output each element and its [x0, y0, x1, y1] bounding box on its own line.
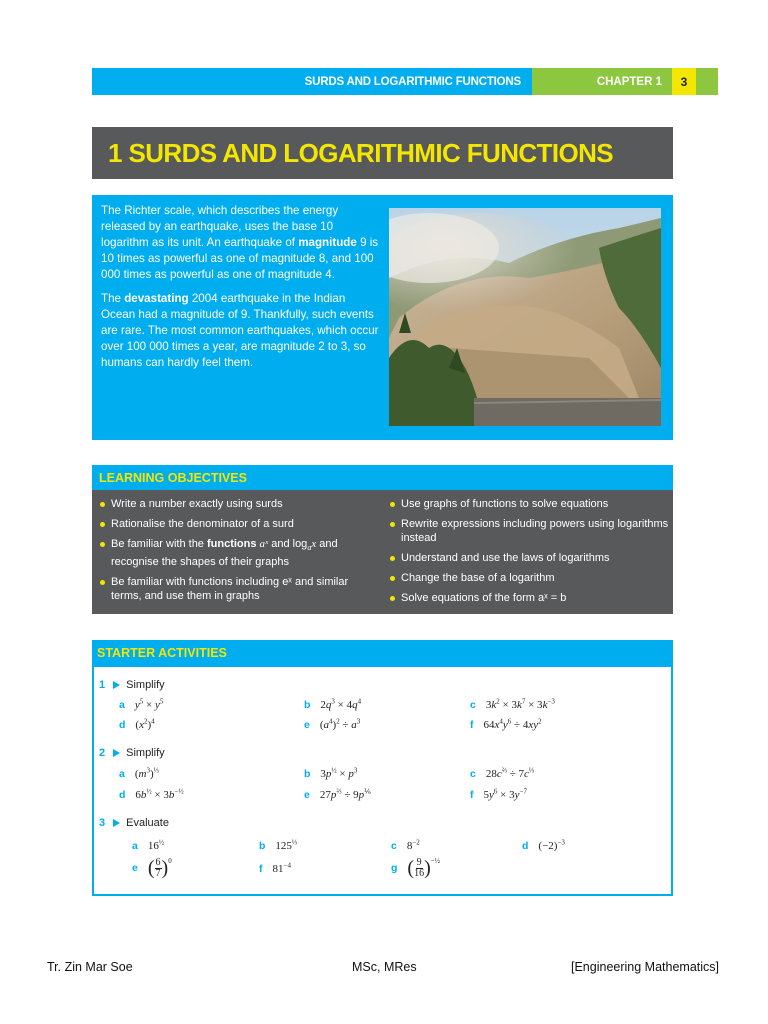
- question-2: [99, 747, 165, 759]
- exercise-2c: c $28c^{\frac{2}{3}} \div 7c^{\frac{1}{3}}$: [470, 766, 535, 780]
- exercise-1d: d $(x^2)^4$: [119, 717, 155, 731]
- intro-panel: [92, 195, 673, 440]
- exercise-3d: d $(-2)^{-3}$: [522, 838, 565, 852]
- exercise-3g: g ( 9 16 ) $^{-\frac{1}{2}}$: [391, 857, 440, 879]
- exercise-2e: e $27p^{\frac{2}{3}} \div 9p^{\frac{1}{6}}$: [304, 787, 371, 801]
- objective-text: and recognise the shapes of their graphs: [111, 538, 338, 569]
- part-letter: e: [304, 788, 310, 801]
- exercise-3c: c $8^{-2}$: [391, 838, 420, 852]
- part-letter: f: [259, 862, 263, 875]
- exercise-1c: c $3k^2 \times 3k^7 \times 3k^{-3}$: [470, 697, 555, 711]
- part-letter: b: [259, 839, 266, 852]
- running-header-title: SURDS AND LOGARITHMIC FUNCTIONS: [92, 68, 532, 95]
- objective-item: Rationalise the denominator of a surd: [100, 517, 372, 531]
- header-green-tail: [696, 68, 718, 95]
- running-header: [92, 68, 718, 95]
- landslide-photo-image: [389, 208, 661, 426]
- exercise-1f: f $64x^4y^6 \div 4xy^2$: [470, 717, 542, 731]
- footer-course: [Engineering Mathematics]: [571, 960, 719, 974]
- exercise-1b: b $2q^3 \times 4q^4$: [304, 697, 362, 711]
- starter-activities-box: [92, 665, 673, 896]
- objective-item: [100, 537, 372, 569]
- objective-text: Be familiar with the: [111, 538, 207, 550]
- part-letter: e: [304, 718, 310, 731]
- part-letter: a: [119, 767, 125, 780]
- objective-keyword: functions: [206, 538, 257, 550]
- exercise-2b: b $3p^{\frac{1}{2}} \times p^3$: [304, 766, 358, 780]
- part-letter: f: [470, 788, 474, 801]
- objective-item: Solve equations of the form aˣ = b: [390, 591, 670, 605]
- starter-activities-heading: STARTER ACTIVITIES: [92, 640, 673, 665]
- objective-item: Write a number exactly using surds: [100, 497, 372, 511]
- intro-p2-a: The: [101, 292, 125, 305]
- arrow-icon: [113, 819, 120, 827]
- intro-paragraph-1: [101, 203, 381, 283]
- question-instruction: Simplify: [126, 747, 165, 759]
- learning-objectives-panel: [92, 490, 673, 614]
- part-letter: c: [391, 839, 397, 852]
- exercise-3b: b $125^{\frac{1}{3}}$: [259, 838, 298, 852]
- objective-item: Use graphs of functions to solve equations: [390, 497, 670, 511]
- question-instruction: Evaluate: [126, 817, 169, 829]
- question-number: 3: [99, 817, 106, 829]
- part-letter: b: [304, 698, 311, 711]
- intro-p1-keyword: magnitude: [298, 236, 357, 249]
- part-letter: d: [522, 839, 529, 852]
- part-letter: g: [391, 862, 398, 875]
- exercise-2a: a $(m^3)^{\frac{1}{3}}$: [119, 766, 159, 780]
- chapter-title-band: [92, 127, 673, 179]
- question-3: [99, 817, 169, 829]
- part-letter: a: [132, 839, 138, 852]
- learning-objectives-heading: LEARNING OBJECTIVES: [92, 465, 673, 490]
- objective-item: Rewrite expressions including powers using logarithms instead: [390, 517, 670, 545]
- intro-p2-c: 2004 earthquake in the Indian Ocean had a magnitude of 9. Thankfully, such events are rare. The most common earthquakes, which occur over 100 000 times a year, are magnitude 2 to 3, so humans can hardly feel them.: [101, 292, 379, 369]
- footer-author: Tr. Zin Mar Soe: [47, 960, 133, 974]
- part-letter: f: [470, 718, 474, 731]
- part-letter: c: [470, 767, 476, 780]
- intro-p1-a: The Richter scale, which describes the energy released by an earthquake, uses the base 10 logarithm as its unit. An earthquake of: [101, 204, 339, 249]
- chapter-title: 1 SURDS AND LOGARITHMIC FUNCTIONS: [108, 137, 614, 168]
- exercise-3f: f $81^{-4}$: [259, 861, 291, 875]
- exercise-3a: a $16^{\frac{1}{2}}$: [132, 838, 165, 852]
- objective-item: Be familiar with functions including eˣ and similar terms, and use them in graphs: [100, 575, 372, 603]
- objectives-right-column: [390, 497, 670, 611]
- part-letter: c: [470, 698, 476, 711]
- intro-paragraph-2: [101, 291, 381, 371]
- page-number: 3: [672, 68, 696, 95]
- landslide-photo: [389, 208, 661, 426]
- exercise-2f: f $5y^6 \times 3y^{-7}$: [470, 787, 527, 801]
- question-number: 1: [99, 679, 106, 691]
- objective-item: Change the base of a logarithm: [390, 571, 670, 585]
- exercise-1a: a $y^5 \times y^5$: [119, 697, 164, 711]
- question-1: [99, 679, 165, 691]
- arrow-icon: [113, 749, 120, 757]
- math-a-power-x: aˣ: [259, 538, 269, 550]
- math-log-base: a: [307, 543, 312, 553]
- math-x: x: [311, 538, 317, 550]
- intro-text: [101, 203, 381, 379]
- exercise-3e: e ( 6 7 ) $^0$: [132, 857, 172, 879]
- part-letter: e: [132, 862, 138, 875]
- objective-text: and log: [268, 538, 308, 550]
- chapter-label: CHAPTER 1: [532, 68, 672, 95]
- exercise-2d: d $6b^{\frac{1}{2}} \times 3b^{-\frac{1}{2}}$: [119, 787, 184, 801]
- exercise-1e: e $(a^4)^2 \div a^3$: [304, 717, 361, 731]
- part-letter: d: [119, 718, 126, 731]
- part-letter: b: [304, 767, 311, 780]
- question-instruction: Simplify: [126, 679, 165, 691]
- part-letter: a: [119, 698, 125, 711]
- objective-item: Understand and use the laws of logarithms: [390, 551, 670, 565]
- part-letter: d: [119, 788, 126, 801]
- intro-p1-c: 9 is 10 times as powerful as one of magnitude 8, and 100 000 times as powerful as one of magnitude 4.: [101, 236, 379, 281]
- arrow-icon: [113, 681, 120, 689]
- question-number: 2: [99, 747, 106, 759]
- objectives-left-column: [100, 497, 372, 609]
- intro-p2-keyword: devastating: [124, 292, 189, 305]
- footer-degrees: MSc, MRes: [352, 960, 417, 974]
